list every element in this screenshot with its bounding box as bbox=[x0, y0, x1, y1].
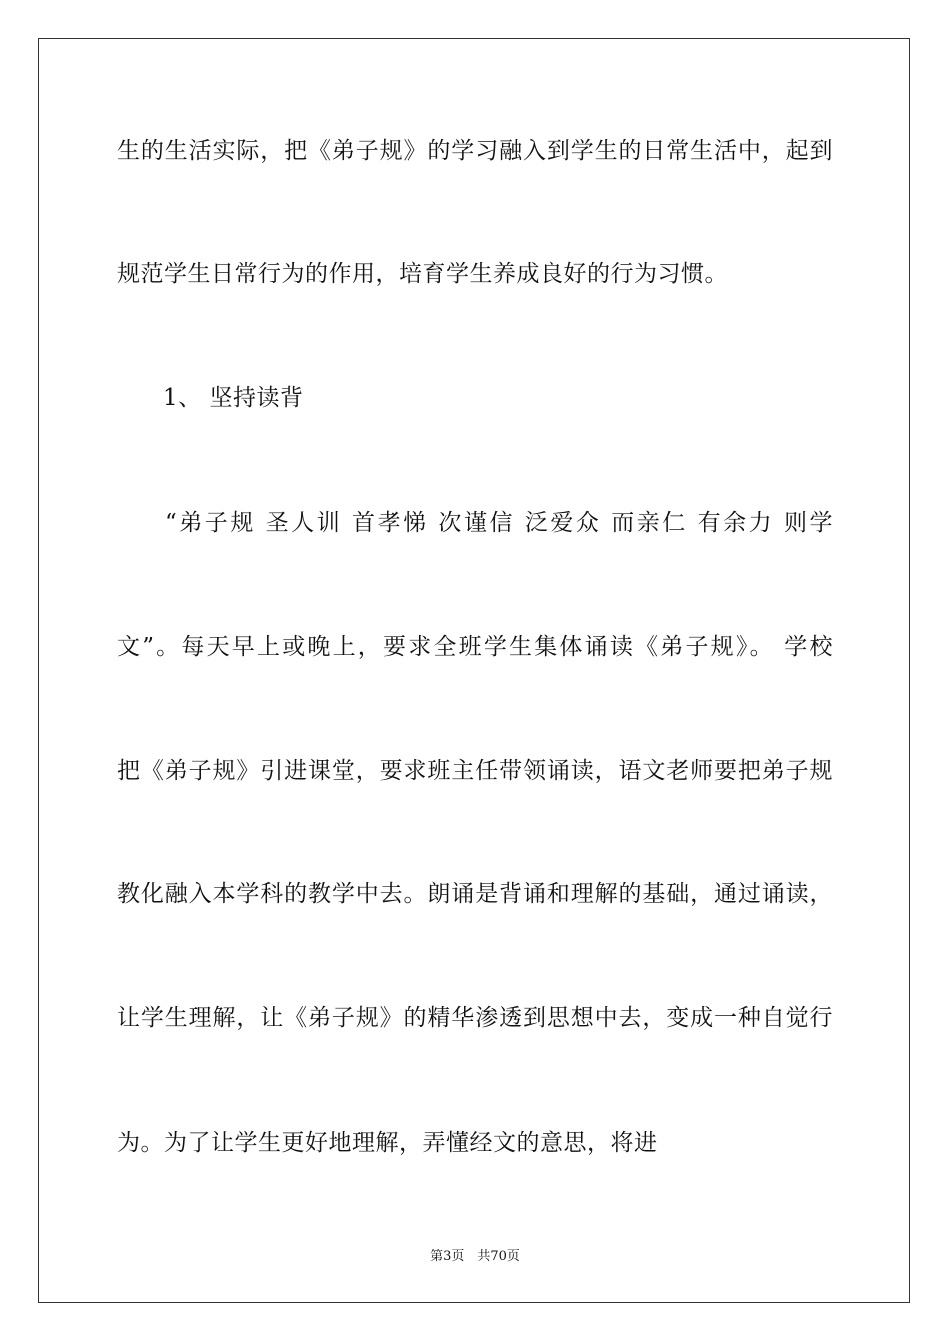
page-number-footer: 第3页 共70页 bbox=[430, 1249, 520, 1264]
body-text-line: 教化融入本学科的教学中去。朗诵是背诵和理解的基础，通过诵读， bbox=[117, 881, 833, 907]
body-text-line: 生的生活实际，把《弟子规》的学习融入到学生的日常生活中，起到 bbox=[117, 138, 833, 164]
body-text-line: “弟子规 圣人训 首孝悌 次谨信 泛爱众 而亲仁 有余力 则学 bbox=[165, 510, 833, 536]
page-border bbox=[38, 38, 910, 1303]
body-text-line: 文”。每天早上或晚上，要求全班学生集体诵读《弟子规》。 学校 bbox=[117, 634, 833, 660]
body-text-line: 规范学生日常行为的作用，培育学生养成良好的行为习惯。 bbox=[117, 261, 728, 287]
body-text-line: 让学生理解，让《弟子规》的精华渗透到思想中去，变成一种自觉行 bbox=[117, 1005, 833, 1031]
section-heading: 1、 坚持读背 bbox=[163, 385, 304, 411]
body-text-line: 把《弟子规》引进课堂，要求班主任带领诵读，语文老师要把弟子规 bbox=[117, 758, 833, 784]
body-text-line: 为。为了让学生更好地理解，弄懂经文的意思，将进 bbox=[117, 1130, 658, 1156]
